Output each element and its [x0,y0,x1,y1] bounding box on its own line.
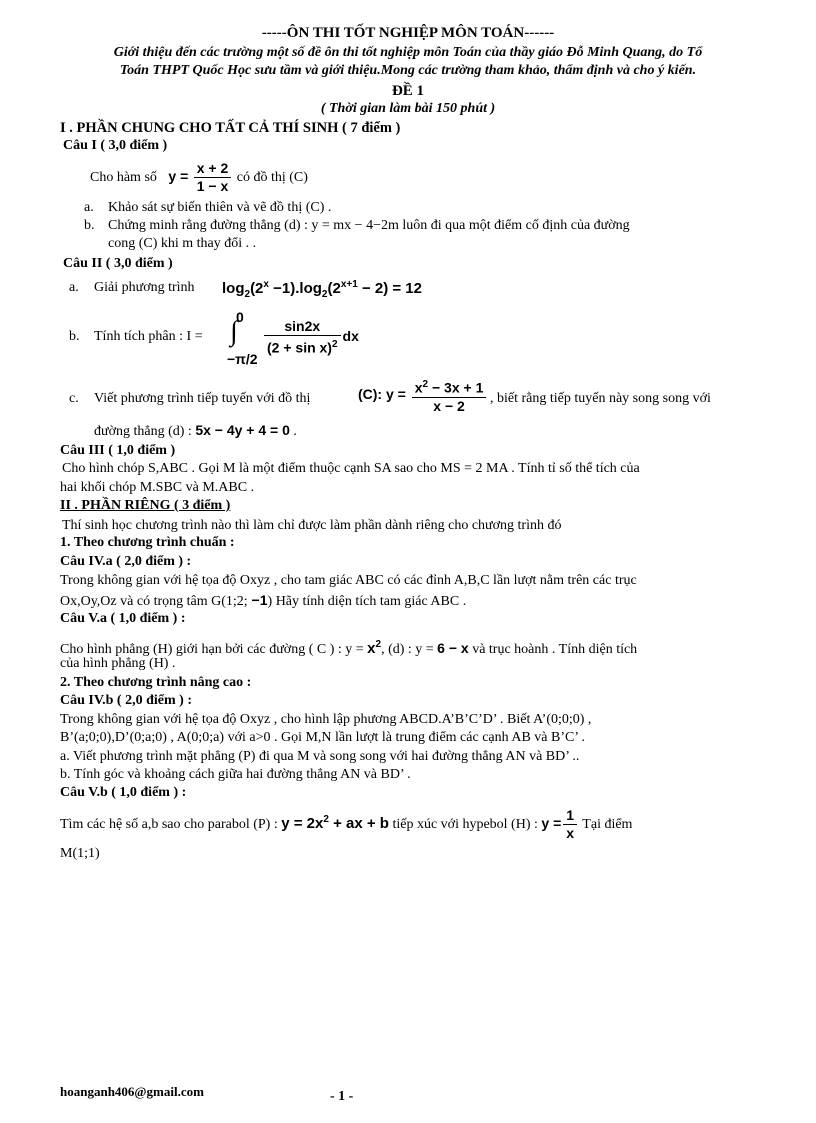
part2-heading-text: II . PHẦN RIÊNG ( 3 điểm ) [60,498,231,513]
q3-line2: hai khối chóp M.SBC và M.ABC . [60,480,255,495]
q2a-arg2b: − 2) = 12 [357,280,422,297]
q2c-num-exp: 2 [422,379,429,390]
q5b-hyp-num: 1 [563,807,577,825]
q5b-hyp-den: x [566,825,575,842]
part1-heading: I . PHẦN CHUNG CHO TẤT CẢ THÍ SINH ( 7 điểm ) [60,120,401,136]
q2a-log1: log [222,280,245,297]
q5a-line1-pre: Cho hình phẳng (H) giới hạn bởi các đường ( C ) : y = [60,642,364,657]
q5b-hyp-lhs: y = [541,815,562,831]
q4a-line2-pre: Ox,Oy,Oz và có trọng tâm G(1;2; [60,594,248,609]
q2c-label: c. [69,391,79,406]
intro-line-2: Toán THPT Quốc Học sưu tầm và giới thiệu.Mong các trường tham khảo, thẩm định và cho ý kiến. [119,63,697,78]
q2c-line2 [94,421,297,441]
page-number: - 1 - [330,1089,354,1104]
q2a-text: Giải phương trình [94,280,195,295]
q2c-num-x: x [414,379,423,396]
q5b-hyp-fraction [563,807,577,842]
q2b-den-exp: 2 [331,339,338,350]
q4a-line1: Trong không gian với hệ tọa độ Oxyz , cho tam giác ABC có các đỉnh A,B,C lần lượt nằm trên các trục [60,573,637,588]
q2b-integrand [262,318,359,357]
q5a-line2: của hình phẳng (H) . [60,656,176,671]
q2b-text: Tính tích phân : I = [94,329,203,344]
std-heading: 1. Theo chương trình chuẩn : [60,535,235,550]
q2a-base2: 2 [321,289,328,300]
q2b-label: b. [69,329,80,344]
q2c-text-post: , biết rằng tiếp tuyến này song song với [490,391,711,406]
q1-intro [90,158,308,196]
q2a-label: a. [69,280,79,295]
q2c-num [412,376,487,398]
q2b-dx: dx [342,328,359,345]
q2a-exp2: x+1 [340,279,358,290]
q5b-pre: Tìm các hệ số a,b sao cho parabol (P) : [60,817,278,832]
q2c-den: x − 2 [433,397,465,414]
intro-line-1: Giới thiệu đến các trường một số đề ôn thi tốt nghiệp môn Toán của thầy giáo Đỗ Minh Quang, do Tổ [113,45,703,60]
q2c-line2-eq: 5x − 4y + 4 = 0 [195,422,290,438]
q4b-line1: Trong không gian với hệ tọa độ Oxyz , cho hình lập phương ABCD.A’B’C’D’ . Biết A’(0;0;0) , [60,712,592,727]
q2c-num-rest: − 3x + 1 [428,379,484,396]
q2b-fraction [264,318,341,357]
q1b-line2: cong (C) khi m thay đổi . . [108,236,257,251]
q4a-line2 [60,591,466,611]
adv-heading: 2. Theo chương trình nâng cao : [60,675,252,690]
q2a-equation [222,276,422,304]
document-title: -----ÔN THI TỐT NGHIỆP MÔN TOÁN------ [261,25,555,41]
q1-intro-text: Cho hàm số [90,170,157,185]
q3-heading: Câu III ( 1,0 điểm ) [60,443,176,458]
part2-heading [60,497,230,515]
exam-time: ( Thời gian làm bài 150 phút ) [320,101,496,116]
q2a-arg2a: (2 [327,280,341,297]
q5b-point: M(1;1) [60,846,100,861]
q2a-arg1a: (2 [250,280,264,297]
q2b-integral-sign: ∫ [230,316,238,347]
q4a-line2-val: −1 [247,592,268,608]
q5b-post: Tại điểm [582,817,633,832]
q2c-fraction [412,376,487,415]
q1a-text: Khảo sát sự biến thiên và vẽ đồ thị (C) . [108,200,332,215]
q5a-curve-x: x [367,640,376,657]
q4b-part-b: b. Tính góc và khoảng cách giữa hai đường thẳng AN và BD’ . [60,767,411,782]
q5a-curve-exp: 2 [375,639,382,650]
q5a-post: và trục hoành . Tính diện tích [468,642,638,657]
q1b-label: b. [84,218,95,233]
q1-heading: Câu I ( 3,0 điểm ) [63,138,168,153]
q3-line1: Cho hình chóp S,ABC . Gọi M là một điểm thuộc cạnh SA sao cho MS = 2 MA . Tính tỉ số thể tích của [62,461,640,476]
q2b-num: sin2x [264,318,341,336]
q2c-text-pre: Viết phương trình tiếp tuyến với đồ thị [94,391,311,406]
q5b-heading: Câu V.b ( 1,0 điểm ) : [60,785,187,800]
q2b-lower-limit: −π/2 [227,351,258,367]
q5a-heading: Câu V.a ( 1,0 điểm ) : [60,611,186,626]
q2b-upper-limit: 0 [236,309,244,325]
q2c-line2-post: . [293,424,297,439]
q4b-line2: B’(a;0;0),D’(0;a;0) , A(0;0;a) với a>0 . Gọi M,N lần lượt là trung điểm các cạnh AB và B’C’ . [60,730,585,745]
q4a-heading: Câu IV.a ( 2,0 điểm ) : [60,554,192,569]
q5b-mid: tiếp xúc với hypebol (H) : [388,817,538,832]
q2a-exp1: x [263,279,269,290]
q4b-heading: Câu IV.b ( 2,0 điểm ) : [60,693,192,708]
q2a-arg1b: −1).log [268,280,322,297]
q4a-line2-post: ) Hãy tính diện tích tam giác ABC . [267,594,467,609]
q1-function-num: x + 2 [194,160,232,178]
q4b-part-a: a. Viết phương trình mặt phẳng (P) đi qua M và song song với hai đường thẳng AN và BD’ .. [60,749,580,764]
q5a-mid: , (d) : y = [381,642,434,657]
part2-note: Thí sinh học chương trình nào thì làm chỉ được làm phần dành riêng cho chương trình đó [62,518,562,533]
q5a-line: 6 − x [437,640,469,656]
q2b-den-text: (2 + sin x) [267,339,332,356]
q5b-line1 [60,803,632,842]
q2c-curve-lhs: (C): y = [358,386,406,403]
q2a-base1: 2 [244,289,251,300]
q1-intro-post: có đồ thị (C) [236,170,308,185]
q5b-parabola-b: + ax + b [328,815,389,832]
q5b-parabola-a: y = 2x [281,815,324,832]
q2c-curve [358,376,488,415]
exam-number: ĐỀ 1 [391,83,425,99]
q5a-curve [367,640,381,657]
q2b-den [264,336,341,357]
q1b-line1: Chứng minh rằng đường thẳng (d) : y = mx − 4−2m luôn đi qua một điểm cố định của đường [108,218,630,233]
footer-email: hoanganh406@gmail.com [60,1084,204,1099]
q5b-parabola-exp: 2 [323,814,329,825]
q2c-line2-pre: đường thẳng (d) : [94,424,192,439]
q5b-parabola [281,815,389,832]
q1a-label: a. [84,200,94,215]
q1-function-den: 1 − x [196,178,229,195]
q1-function-fraction [194,160,232,195]
q2-heading: Câu II ( 3,0 điểm ) [63,256,173,271]
q1-function-lhs: y = [168,168,189,184]
